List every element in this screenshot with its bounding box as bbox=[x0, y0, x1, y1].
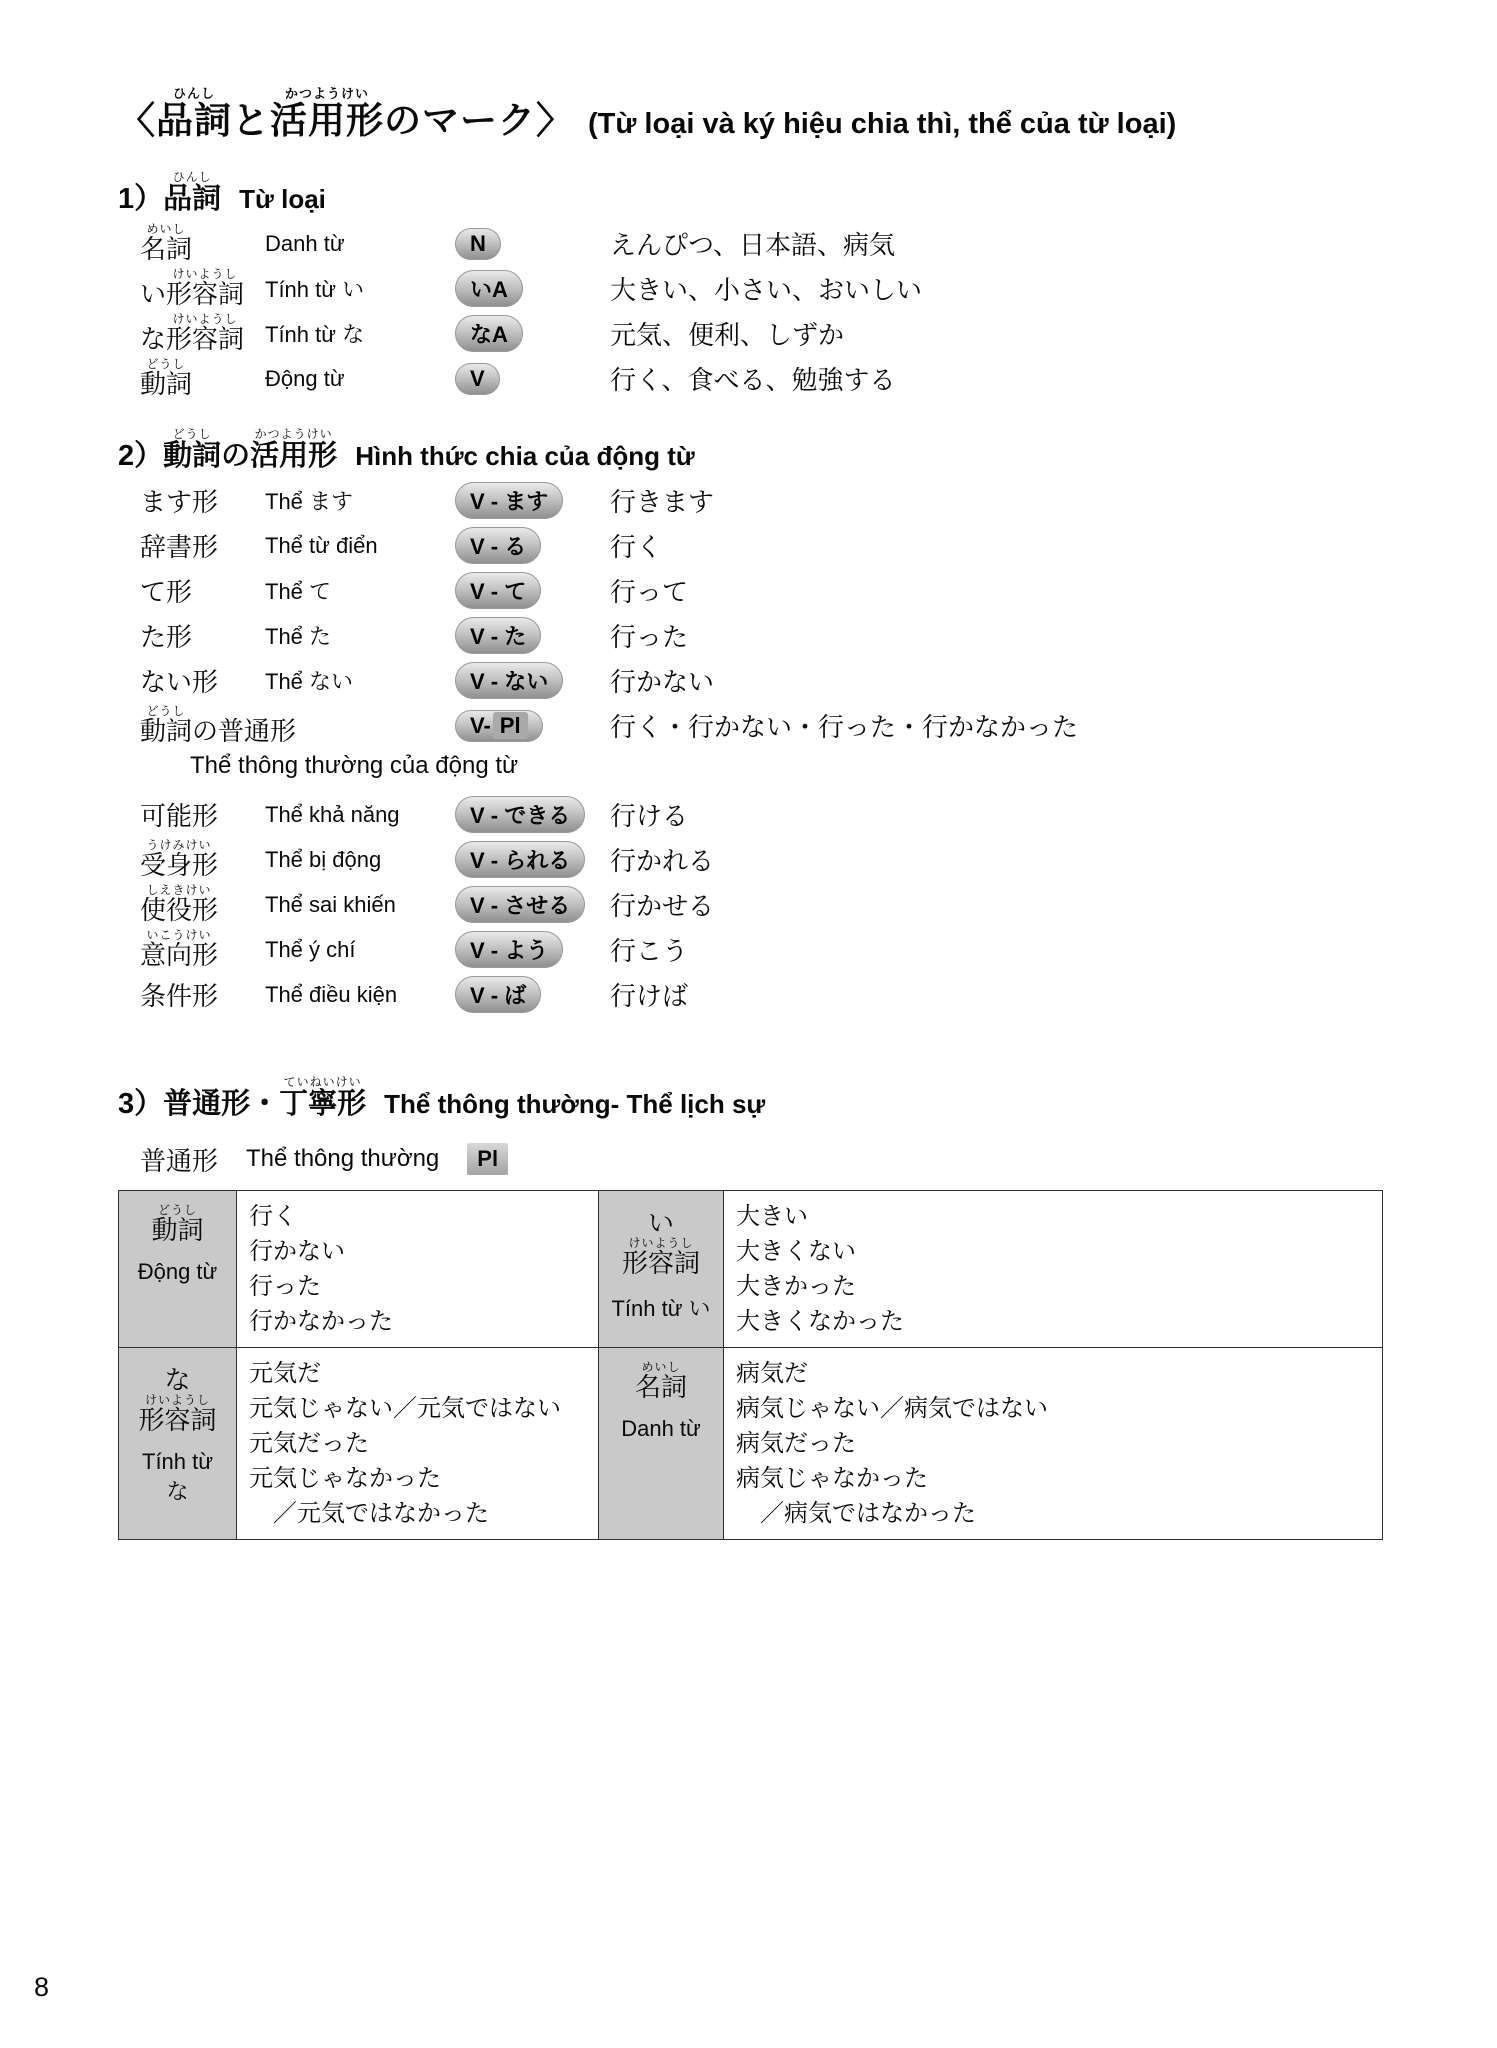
term-vi: Thể ない bbox=[265, 669, 354, 694]
term-vi: Thể điều kiện bbox=[265, 981, 398, 1007]
badge-cell bbox=[455, 363, 610, 395]
pl-badge: Pl bbox=[467, 1143, 508, 1175]
term-vi: Thể た bbox=[265, 624, 332, 649]
pos-badge: V bbox=[455, 363, 500, 395]
term-jp: 辞書形 bbox=[140, 532, 219, 562]
term-vi: Thể ます bbox=[265, 489, 354, 514]
badge-cell bbox=[455, 976, 610, 1013]
table-header-noun bbox=[599, 1348, 724, 1540]
examples: 行ける bbox=[610, 801, 689, 831]
term-jp: い形容詞けいようし bbox=[140, 266, 245, 309]
badge-cell bbox=[455, 617, 610, 654]
table-cell-noun-forms bbox=[724, 1348, 1383, 1540]
form-badge: V - させる bbox=[455, 886, 585, 923]
form-badge: V - よう bbox=[455, 931, 563, 968]
form-line: 行かない bbox=[249, 1238, 345, 1265]
examples: 行った bbox=[610, 622, 689, 652]
term-jp: 動詞どうしの普通形 bbox=[140, 703, 297, 746]
plain-form-table bbox=[118, 1190, 1383, 1540]
page-content bbox=[118, 86, 1398, 1540]
section2-heading-vi: Hình thức chia của động từ bbox=[355, 441, 695, 471]
section1-heading-vi: Từ loại bbox=[239, 184, 326, 214]
examples: 行かれる bbox=[610, 846, 715, 876]
form-badge-vpl bbox=[455, 710, 543, 742]
table-cell-i-adjective-forms bbox=[724, 1191, 1383, 1348]
section3-heading bbox=[118, 1075, 1398, 1122]
plain-form-note bbox=[190, 748, 1398, 784]
table-row bbox=[119, 1191, 1383, 1348]
form-badge: V - る bbox=[455, 527, 541, 564]
header-vi: Động từ bbox=[137, 1259, 218, 1284]
term-vi: Tính từ い bbox=[265, 277, 365, 302]
term-jp: ます形 bbox=[140, 487, 219, 517]
form-line: 元気だ bbox=[249, 1360, 321, 1387]
plain-form-vi: Thể thông thường bbox=[246, 1145, 440, 1172]
examples: 行く、食べる、勉強する bbox=[610, 365, 896, 395]
pos-row-na-adjective bbox=[140, 311, 1398, 356]
header-vi: Tính từ い bbox=[611, 1296, 711, 1321]
badge-cell bbox=[455, 270, 610, 307]
term-vi: Tính từ な bbox=[265, 322, 365, 347]
header-vi: Danh từ bbox=[621, 1416, 701, 1441]
verbform-row-passive bbox=[140, 837, 1398, 882]
section2-heading-jp: 2）動詞どうしの活用形かつようけい bbox=[118, 427, 338, 472]
term-vi: Danh từ bbox=[265, 230, 345, 256]
badge-cell bbox=[455, 796, 610, 833]
term-jp: て形 bbox=[140, 577, 193, 607]
term-vi: Thể khả năng bbox=[265, 801, 400, 827]
form-line: 行かなかった bbox=[249, 1308, 393, 1335]
examples: 行こう bbox=[610, 936, 689, 966]
term-jp: 条件形 bbox=[140, 981, 219, 1011]
badge-cell bbox=[455, 662, 610, 699]
form-badge: V - ます bbox=[455, 482, 563, 519]
form-line: 元気じゃなかった bbox=[249, 1465, 441, 1492]
verbform-row-conditional bbox=[140, 972, 1398, 1017]
badge-cell bbox=[455, 710, 610, 742]
term-jp: な形容詞けいようし bbox=[140, 311, 245, 354]
form-line: 大きい bbox=[736, 1203, 808, 1230]
pos-row-verb bbox=[140, 356, 1398, 401]
verbform-row-masu bbox=[140, 478, 1398, 523]
examples: 行かない bbox=[610, 667, 715, 697]
pos-badge: N bbox=[455, 228, 501, 260]
form-line: 行く bbox=[249, 1203, 297, 1230]
form-line: 元気だった bbox=[249, 1430, 369, 1457]
plain-form-jp: 普通形 bbox=[140, 1145, 219, 1176]
pos-row-noun bbox=[140, 221, 1398, 266]
header-jp: い形容詞けいようし bbox=[621, 1208, 700, 1278]
term-vi: Thể ý chí bbox=[265, 936, 356, 962]
form-badge: V - て bbox=[455, 572, 541, 609]
pos-row-i-adjective bbox=[140, 266, 1398, 311]
form-badge: V - ない bbox=[455, 662, 563, 699]
examples: 行かせる bbox=[610, 891, 715, 921]
pos-badge: いA bbox=[455, 270, 523, 307]
form-line: 病気だった bbox=[736, 1430, 856, 1457]
badge-cell bbox=[455, 482, 610, 519]
form-line: 行った bbox=[249, 1273, 321, 1300]
term-vi: Động từ bbox=[265, 365, 345, 391]
examples: 行けば bbox=[610, 981, 689, 1011]
badge-cell bbox=[455, 886, 610, 923]
verbform-row-plain bbox=[140, 703, 1398, 748]
table-header-na-adjective bbox=[119, 1348, 237, 1540]
pos-badge: なA bbox=[455, 315, 523, 352]
badge-cell bbox=[455, 841, 610, 878]
badge-pl-part: Pl bbox=[493, 712, 528, 739]
form-badge: V - ば bbox=[455, 976, 541, 1013]
examples: 行く bbox=[610, 532, 663, 562]
verbform-row-causative bbox=[140, 882, 1398, 927]
term-vi: Thể て bbox=[265, 579, 332, 604]
page-number: 8 bbox=[34, 1972, 50, 2002]
examples: えんぴつ、日本語、病気 bbox=[610, 230, 895, 260]
term-jp: 使役形しえきけい bbox=[140, 882, 219, 925]
verbform-row-potential bbox=[140, 792, 1398, 837]
form-line: ／病気ではなかった bbox=[736, 1500, 976, 1527]
examples: 行く・行かない・行った・行かなかった bbox=[610, 712, 1079, 742]
section3-heading-vi: Thể thông thường- Thể lịch sự bbox=[384, 1089, 766, 1119]
form-badge: V - た bbox=[455, 617, 541, 654]
badge-cell bbox=[455, 572, 610, 609]
header-jp: な形容詞けいようし bbox=[138, 1365, 217, 1435]
term-jp: 意向形いこうけい bbox=[140, 927, 219, 970]
plain-form-label-row bbox=[140, 1138, 1398, 1180]
examples: 元気、便利、しずか bbox=[610, 320, 845, 350]
table-header-i-adjective bbox=[599, 1191, 724, 1348]
table-row bbox=[119, 1348, 1383, 1540]
table-cell-verb-forms bbox=[237, 1191, 599, 1348]
section2-heading bbox=[118, 427, 1398, 474]
badge-cell bbox=[455, 228, 610, 260]
badge-cell bbox=[455, 527, 610, 564]
term-vi: Thể từ điển bbox=[265, 532, 378, 558]
form-line: 大きくなかった bbox=[736, 1308, 904, 1335]
term-vi: Thể bị động bbox=[265, 846, 382, 872]
verbform-row-te bbox=[140, 568, 1398, 613]
examples: 行きます bbox=[610, 487, 715, 517]
form-line: 大きかった bbox=[736, 1273, 856, 1300]
header-jp: 名詞めいし bbox=[634, 1360, 687, 1402]
header-vi: Tính từ な bbox=[142, 1449, 213, 1504]
form-line: 病気だ bbox=[736, 1360, 808, 1387]
table-header-verb bbox=[119, 1191, 237, 1348]
term-jp: 受身形うけみけい bbox=[140, 837, 219, 880]
term-jp: 可能形 bbox=[140, 801, 219, 831]
form-line: 病気じゃない／病気ではない bbox=[736, 1395, 1048, 1422]
plain-form-note-text: Thể thông thường của động từ bbox=[190, 752, 519, 779]
term-jp: た形 bbox=[140, 622, 193, 652]
badge-cell bbox=[455, 315, 610, 352]
verbform-row-ta bbox=[140, 613, 1398, 658]
verbform-row-nai bbox=[140, 658, 1398, 703]
examples: 行って bbox=[610, 577, 689, 607]
term-jp: 名詞めいし bbox=[140, 221, 193, 264]
badge-v-part: V- bbox=[470, 712, 491, 738]
header-jp: 動詞どうし bbox=[151, 1203, 204, 1245]
page-title-jp: 〈品詞ひんしと活用形かつようけいのマーク〉 bbox=[118, 86, 574, 141]
term-jp: 動詞どうし bbox=[140, 356, 193, 399]
section1-heading-jp: 1）品詞ひんし bbox=[118, 170, 222, 215]
form-badge: V - られる bbox=[455, 841, 585, 878]
section1-heading bbox=[118, 170, 1398, 217]
verbform-row-dictionary bbox=[140, 523, 1398, 568]
page-title bbox=[118, 86, 1398, 144]
form-line: 病気じゃなかった bbox=[736, 1465, 928, 1492]
page-title-vi: (Từ loại và ký hiệu chia thì, thể của từ loại) bbox=[588, 108, 1177, 140]
form-line: 元気じゃない／元気ではない bbox=[249, 1395, 561, 1422]
form-badge: V - できる bbox=[455, 796, 585, 833]
table-cell-na-adjective-forms bbox=[237, 1348, 599, 1540]
examples: 大きい、小さい、おいしい bbox=[610, 275, 923, 305]
term-jp: ない形 bbox=[140, 667, 219, 697]
verbform-row-volitional bbox=[140, 927, 1398, 972]
term-vi: Thể sai khiến bbox=[265, 891, 396, 917]
section3-heading-jp: 3）普通形・丁寧形ていねいけい bbox=[118, 1075, 367, 1120]
form-line: ／元気ではなかった bbox=[249, 1500, 489, 1527]
badge-cell bbox=[455, 931, 610, 968]
form-line: 大きくない bbox=[736, 1238, 856, 1265]
